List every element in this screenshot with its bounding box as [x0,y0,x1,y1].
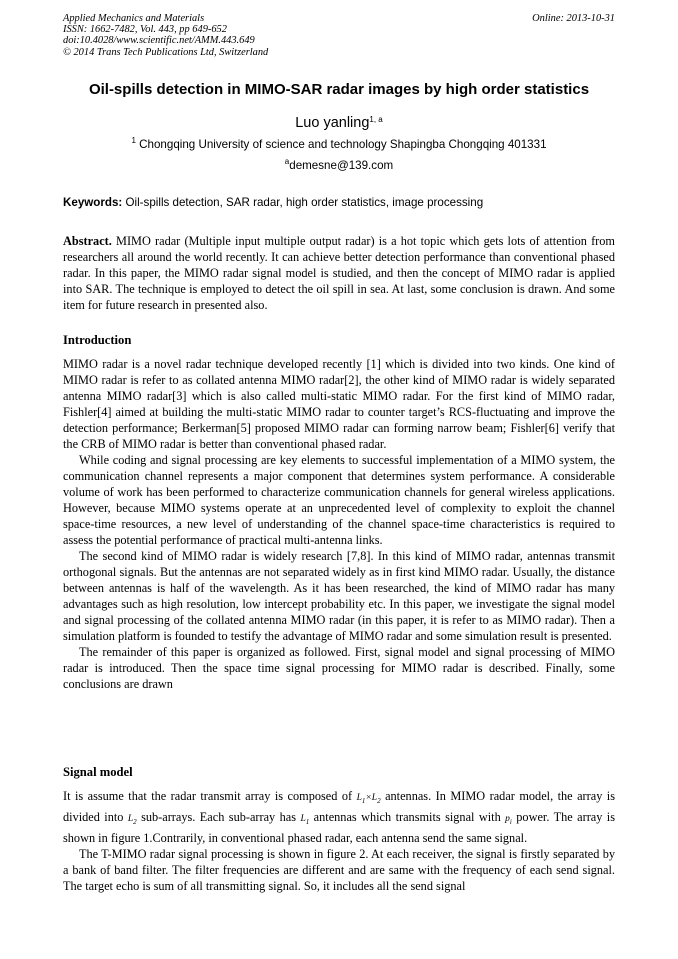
signal-p1-part-a: It is assume that the radar transmit array is composed of [63,789,353,803]
affiliation [0,138,678,151]
email-superscript: a [284,157,290,166]
signal-p1-part-e: power. The array is shown in figure 1.Contrarily, in conventional phased radar, each antenna send the same signal. [63,809,616,845]
introduction-heading: Introduction [63,333,132,347]
intro-paragraph-4: The remainder of this paper is organized as followed. First, signal model and signal processing of MIMO radar is introduced. Then the space time signal processing for MIMO radar is described. Finally, some conclusions are drawn [63,645,615,691]
email-text: demesne@139.com [289,159,394,172]
abstract-text: MIMO radar (Multiple input multiple output radar) is a hot topic which gets lots of attention from researchers all around the world recently. It can achieve better detection performance than conventional phased radar. In this paper, the MIMO radar signal model is studied, and then the concept of MIMO radar is applied into SAR. The technique is employed to detect the oil spill in sea. At last, some conclusion is drawn. And some item for future research in presented also. [63,234,615,312]
copyright-line: © 2014 Trans Tech Publications Ltd, Switzerland [63,46,269,58]
signal-p1-part-b: antennas. In MIMO radar model, the array is divided into [63,789,616,824]
author-email [0,159,678,172]
running-header [63,13,615,58]
doi-line: doi:10.4028/www.scientific.net/AMM.443.649 [63,35,255,47]
online-date: Online: 2013-10-31 [532,13,615,24]
keywords-text: Oil-spills detection, SAR radar, high order statistics, image processing [125,196,484,209]
introduction-body [63,356,615,692]
keywords-label: Keywords: [63,196,123,209]
signal-paragraph-2: The T-MIMO radar signal processing is shown in figure 2. At each receiver, the signal is firstly separated by a bank of band filter. The filter frequencies are different and are same with the frequency of each send signal. The target echo is sum of all transmitting signal. So, it includes all the send signal [63,846,615,893]
abstract-label: Abstract. [63,234,112,248]
paper-title: Oil-spills detection in MIMO-SAR radar images by high order statistics [88,81,590,98]
issn-line: ISSN: 1662-7482, Vol. 443, pp 649-652 [63,24,227,36]
author-line [0,115,678,131]
intro-paragraph-3: The second kind of MIMO radar is widely research [7,8]. In this kind of MIMO radar, antennas transmit orthogonal signals. But the antennas are not separated widely as in first kind MIMO radar. Usually, the distance between antennas is half of the wavelength. As it has been researched, the kind of MIMO radar has many advantages such as high resolution, low intercept probability etc. In this paper, we investigate the signal model and signal processing of the collated antenna MIMO radar (in this paper, it is refer to as MIMO radar). Then a simulation platform is founded to testify the advantage of MIMO radar and some simulation result is presented. [63,549,615,643]
affiliation-superscript: 1 [131,136,136,145]
journal-name: Applied Mechanics and Materials [63,13,205,24]
math-pi: $p_i$ [505,813,512,826]
signal-paragraph-1 [63,788,615,846]
author-superscript: 1, a [369,115,383,124]
affiliation-text: Chongqing University of science and technology Shapingba Chongqing 401331 [139,138,547,151]
abstract [63,233,615,313]
author-name: Luo yanling [295,115,370,131]
signal-p1-part-d: antennas which transmits signal with [313,809,501,824]
intro-paragraph-1: MIMO radar is a novel radar technique developed recently [1] which is divided into two kinds. One kind of MIMO radar is refer to as collated antenna MIMO radar[2], the other kind of MIMO radar is widely separated antenna MIMO radar[3] which is also called multi-static MIMO radar. For the first kind of MIMO radar, Fishler[4] aimed at building the multi-static MIMO radar to counter target’s RCS-fluctuating and improve the detection performance; Berkerman[5] proposed MIMO radar can forming narrow beam; Fishler[6] verify that the CRB of MIMO radar is better than conventional phased radar. [63,357,615,451]
keywords [63,196,615,209]
signal-model-body [63,788,615,894]
math-l1: $L_1$ [300,813,310,826]
signal-p1-part-c: sub-arrays. Each sub-array has [141,809,297,824]
math-l2: $L_2$ [127,813,137,826]
intro-paragraph-2: While coding and signal processing are key elements to successful implementation of a MIMO system, the communication channel represents a major component that determines system performance. A considerable volume of work has been performed to characterize communication channels for general wireless applications. However, because MIMO systems operate at an unprecedented level of complexity to exploit the channel space-time resources, a new level of understanding of the channel space-time characteristics is required to assess the potential performance of practical multi-antenna links. [63,453,615,547]
signal-model-heading: Signal model [63,765,133,779]
math-l1-times-l2: $L_1\times L_2$ [356,793,381,805]
